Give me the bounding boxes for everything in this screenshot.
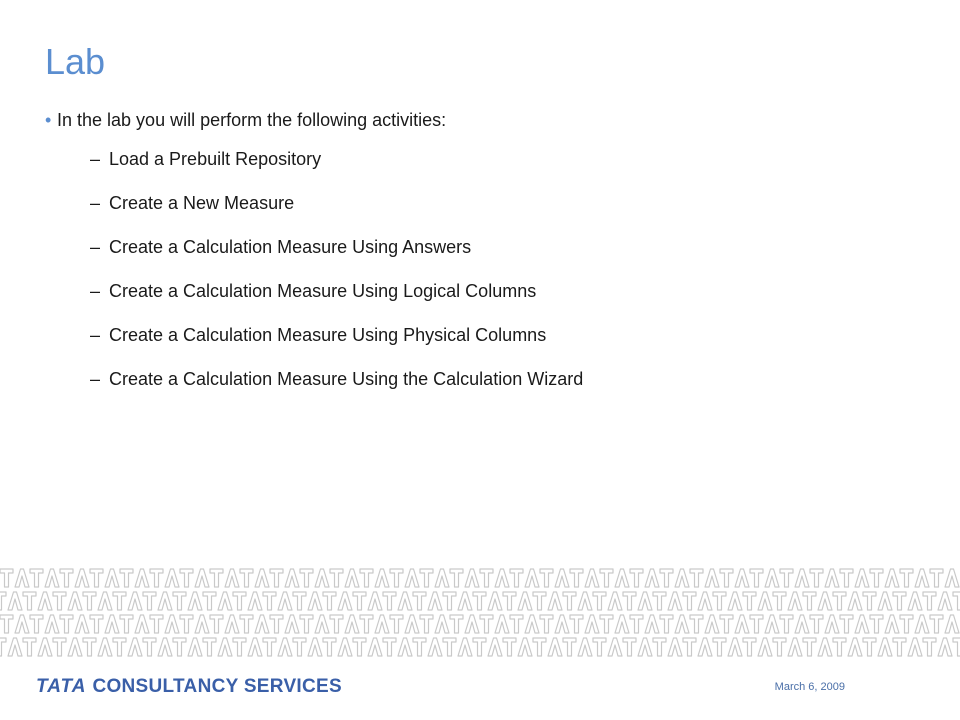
slide-date: March 6, 2009 (774, 681, 845, 693)
activity-text: Create a New Measure (109, 193, 295, 213)
lead-text: In the lab you will perform the following activities: (57, 110, 447, 130)
lead-bullet (45, 108, 446, 132)
list-item (90, 147, 583, 191)
activity-text: Load a Prebuilt Repository (109, 149, 322, 169)
tcs-logo (36, 675, 342, 699)
list-item (90, 367, 583, 411)
tata-watermark-pattern (0, 566, 960, 660)
tata-pattern-band (0, 566, 960, 660)
dash-icon: – (90, 325, 101, 345)
dash-icon: – (90, 281, 101, 301)
activity-text: Create a Calculation Measure Using Physical Columns (109, 325, 547, 345)
dash-icon: – (90, 149, 101, 169)
bullet-dot-icon: • (45, 110, 52, 130)
logo-rest: CONSULTANCY SERVICES (92, 676, 342, 697)
list-item (90, 279, 583, 323)
dash-icon: – (90, 193, 101, 213)
list-item (90, 191, 583, 235)
list-item (90, 235, 583, 279)
dash-icon: – (90, 369, 101, 389)
logo-brand: TATA (36, 676, 87, 697)
activity-list (90, 147, 583, 411)
activity-text: Create a Calculation Measure Using Answers (109, 237, 472, 257)
activity-text: Create a Calculation Measure Using the Calculation Wizard (109, 369, 584, 389)
dash-icon: – (90, 237, 101, 257)
list-item (90, 323, 583, 367)
activity-text: Create a Calculation Measure Using Logical Columns (109, 281, 537, 301)
slide-title: Lab (45, 41, 106, 82)
